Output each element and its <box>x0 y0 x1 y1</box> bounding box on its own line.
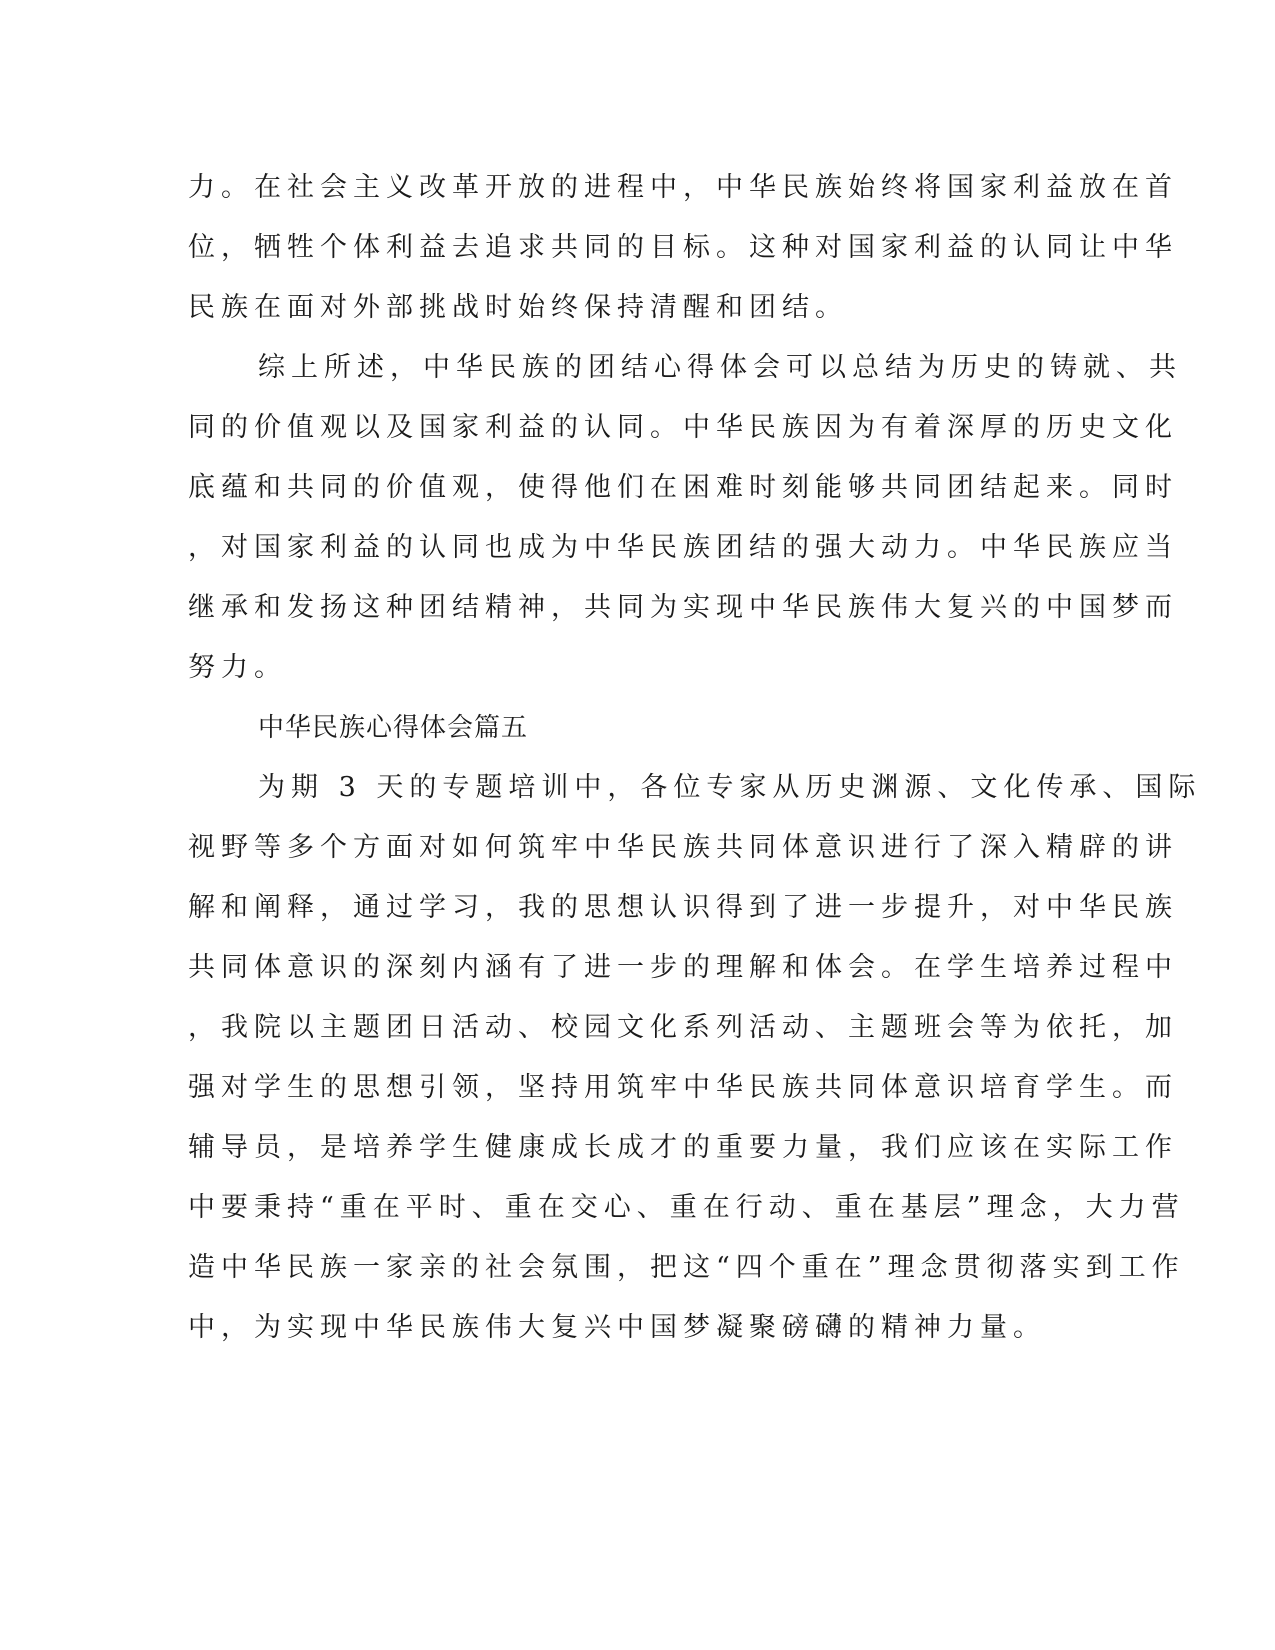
document-body <box>188 158 1202 1358</box>
text-line: 为期 3 天的专题培训中，各位专家从历史渊源、文化传承、国际 <box>258 772 1202 803</box>
text-line: 中，为实现中华民族伟大复兴中国梦凝聚磅礴的精神力量。 <box>188 1312 1046 1343</box>
paragraph-continuation <box>188 158 1178 338</box>
text-line: 解和阐释，通过学习，我的思想认识得到了进一步提升，对中华民族 <box>188 892 1178 923</box>
text-line: 继承和发扬这种团结精神，共同为实现中华民族伟大复兴的中国梦而 <box>188 592 1178 623</box>
text-line: 底蕴和共同的价值观，使得他们在困难时刻能够共同团结起来。同时 <box>188 472 1178 503</box>
text-line: 位，牺牲个体利益去追求共同的目标。这种对国家利益的认同让中华 <box>188 232 1178 263</box>
text-line: ，对国家利益的认同也成为中华民族团结的强大动力。中华民族应当 <box>188 532 1178 563</box>
text-line: 共同体意识的深刻内涵有了进一步的理解和体会。在学生培养过程中 <box>188 952 1178 983</box>
text-line: 视野等多个方面对如何筑牢中华民族共同体意识进行了深入精辟的讲 <box>188 832 1178 863</box>
text-line: 同的价值观以及国家利益的认同。中华民族因为有着深厚的历史文化 <box>188 412 1178 443</box>
text-line: 综上所述，中华民族的团结心得体会可以总结为历史的铸就、共 <box>258 352 1182 383</box>
text-line: 力。在社会主义改革开放的进程中，中华民族始终将国家利益放在首 <box>188 172 1178 203</box>
section-heading <box>188 698 1068 758</box>
text-line: 中要秉持“重在平时、重在交心、重在行动、重在基层”理念，大力营 <box>188 1192 1185 1223</box>
text-line: 辅导员，是培养学生健康成长成才的重要力量，我们应该在实际工作 <box>188 1132 1178 1163</box>
section-title: 中华民族心得体会篇五 <box>258 713 529 743</box>
paragraph-training <box>188 758 1202 1358</box>
paragraph-summary <box>188 338 1182 698</box>
text-line: 努力。 <box>188 652 287 683</box>
text-line: 造中华民族一家亲的社会氛围，把这“四个重在”理念贯彻落实到工作 <box>188 1252 1185 1283</box>
text-line: ，我院以主题团日活动、校园文化系列活动、主题班会等为依托，加 <box>188 1012 1178 1043</box>
text-line: 民族在面对外部挑战时始终保持清醒和团结。 <box>188 292 848 323</box>
text-line: 强对学生的思想引领，坚持用筑牢中华民族共同体意识培育学生。而 <box>188 1072 1178 1103</box>
